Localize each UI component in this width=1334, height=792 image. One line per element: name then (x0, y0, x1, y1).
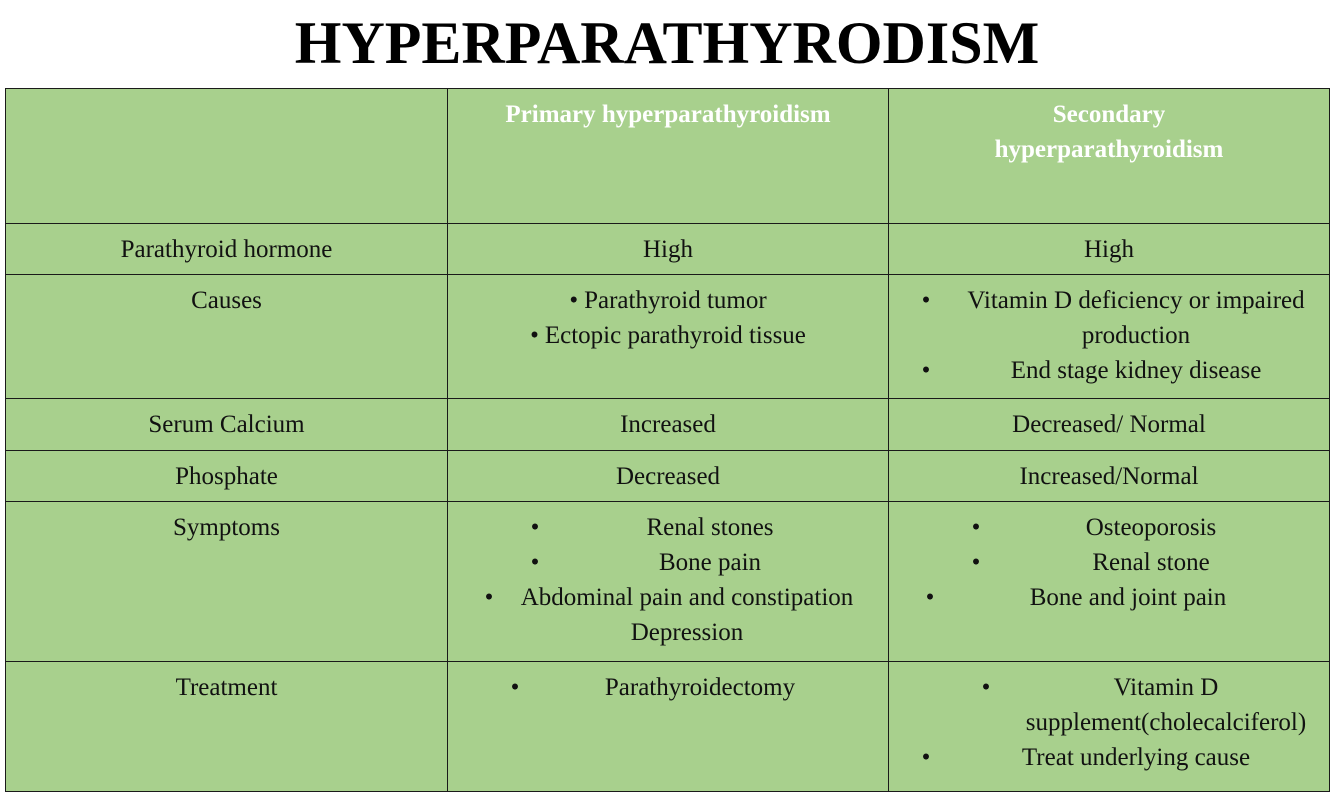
treatment-primary-list (458, 670, 878, 705)
list-item: • Bone pain (508, 545, 858, 580)
causes-secondary-list (899, 283, 1319, 388)
list-item: • Parathyroidectomy (488, 670, 858, 705)
row-label-pth: Parathyroid hormone (6, 224, 448, 275)
calcium-secondary: Decreased/ Normal (889, 399, 1330, 451)
list-item: • Treat underlying cause (899, 740, 1319, 775)
bullet-icon: • (921, 357, 931, 384)
table-header-row (6, 89, 1330, 224)
row-label-calcium: Serum Calcium (6, 399, 448, 451)
list-item: • Renal stone (949, 545, 1299, 580)
calcium-primary: Increased (448, 399, 889, 451)
bullet-icon: • (530, 514, 540, 541)
phosphate-primary: Decreased (448, 451, 889, 502)
bullet-icon: • (971, 514, 981, 541)
treatment-secondary-list (899, 670, 1319, 775)
list-item: • Ectopic parathyroid tissue (458, 318, 878, 353)
bullet-icon: • (510, 674, 520, 701)
header-secondary-line2: hyperparathyroidism (994, 136, 1224, 163)
table-row-symptoms (6, 502, 1330, 662)
header-secondary-line1: Secondary (1052, 101, 1166, 128)
causes-primary-list (458, 283, 878, 353)
bullet-icon: • (971, 549, 981, 576)
table-row-pth (6, 224, 1330, 275)
list-item: • Vitamin D deficiency or impaired production (899, 283, 1319, 353)
header-primary (448, 89, 889, 224)
header-blank-cell (6, 89, 448, 224)
pth-secondary: High (889, 224, 1330, 275)
bullet-icon: • (921, 744, 931, 771)
list-item: • Abdominal pain and constipation Depression (462, 580, 858, 650)
page-title: HYPERPARATHYRODISM (294, 10, 1040, 76)
bullet-icon: • (530, 322, 539, 349)
list-item: • Bone and joint pain (903, 580, 1299, 615)
symptoms-primary-list (458, 510, 878, 650)
row-label-symptoms: Symptoms (6, 502, 448, 662)
list-item: • End stage kidney disease (899, 353, 1319, 388)
bullet-icon: • (925, 584, 935, 611)
list-item: • Vitamin D supplement(cholecalciferol) (899, 670, 1319, 740)
comparison-table (5, 88, 1330, 792)
table-row-calcium (6, 399, 1330, 451)
list-item: • Parathyroid tumor (458, 283, 878, 318)
list-item: • Renal stones (508, 510, 858, 545)
header-secondary (889, 89, 1330, 224)
table-row-causes (6, 275, 1330, 399)
phosphate-secondary: Increased/Normal (889, 451, 1330, 502)
treatment-secondary (889, 662, 1330, 792)
table-row-phosphate (6, 451, 1330, 502)
causes-secondary (889, 275, 1330, 399)
header-primary-label: Primary hyperparathyroidism (505, 101, 831, 128)
bullet-icon: • (569, 287, 579, 314)
row-label-treatment: Treatment (6, 662, 448, 792)
bullet-icon: • (921, 287, 931, 314)
symptoms-secondary (889, 502, 1330, 662)
bullet-icon: • (484, 584, 494, 611)
pth-primary: High (448, 224, 889, 275)
list-item: • Osteoporosis (949, 510, 1299, 545)
symptoms-primary (448, 502, 889, 662)
row-label-phosphate: Phosphate (6, 451, 448, 502)
bullet-icon: • (530, 549, 540, 576)
bullet-icon: • (981, 674, 991, 701)
treatment-primary (448, 662, 889, 792)
row-label-causes: Causes (6, 275, 448, 399)
table-row-treatment (6, 662, 1330, 792)
causes-primary (448, 275, 889, 399)
symptoms-secondary-list (899, 510, 1319, 615)
